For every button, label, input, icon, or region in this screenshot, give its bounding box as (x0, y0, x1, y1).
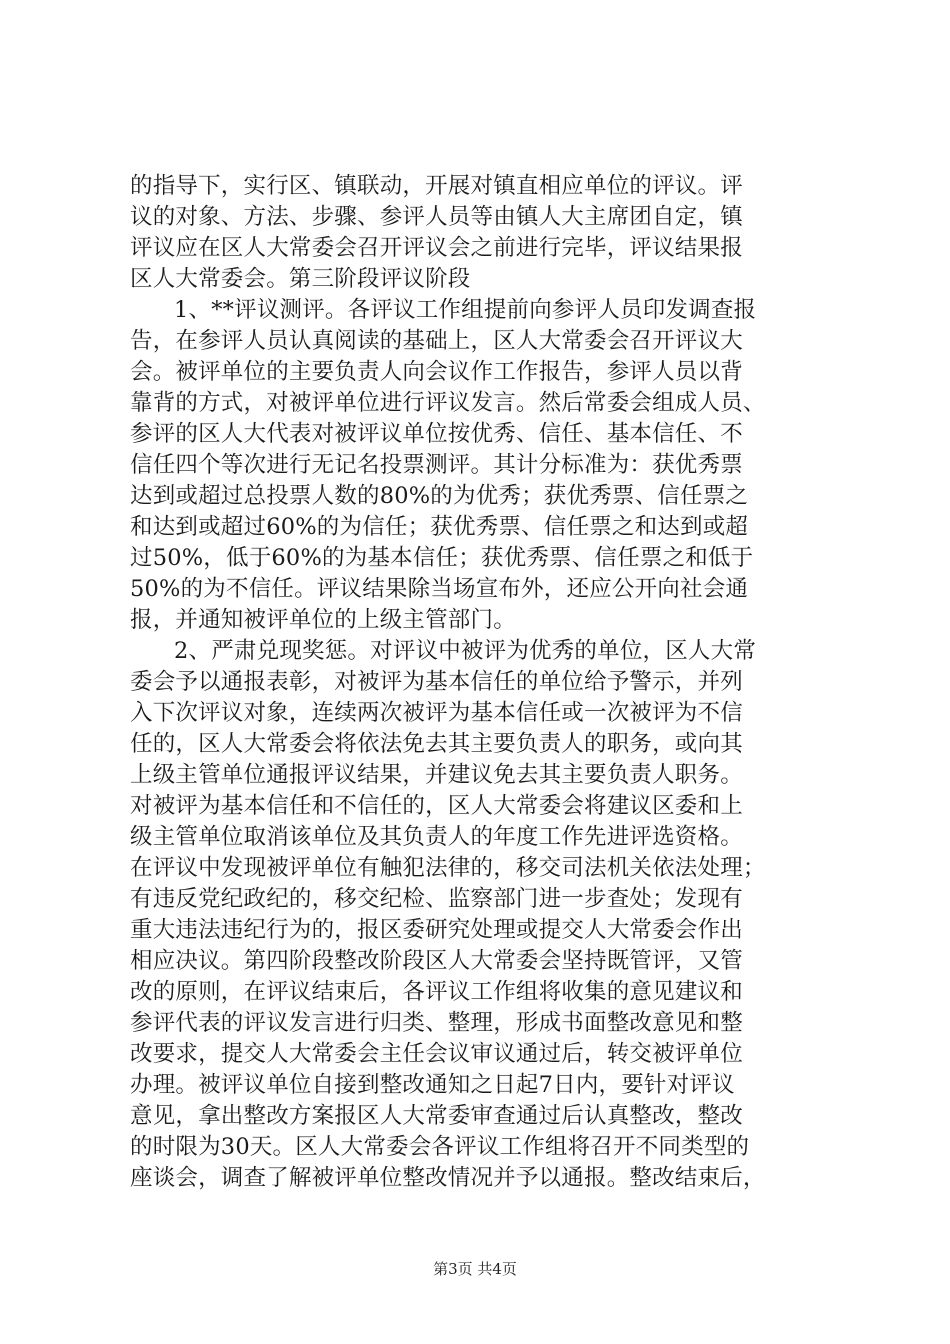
text-line: 任的，区人大常委会将依法免去其主要负责人的职务，或向其 (130, 731, 743, 757)
text-line: 区人大常委会。第三阶段评议阶段 (130, 266, 471, 292)
text-line: 会。被评单位的主要负责人向会议作工作报告，参评人员以背 (130, 359, 743, 385)
text-line: 报，并通知被评单位的上级主管部门。 (130, 607, 516, 633)
text-line: 1、**评议测评。各评议工作组提前向参评人员印发调查报 (174, 297, 757, 323)
text-line: 上级主管单位通报评议结果，并建议免去其主要负责人职务。 (130, 762, 743, 788)
text-line: 参评的区人大代表对被评议单位按优秀、信任、基本信任、不 (130, 421, 743, 447)
text-line: 参评代表的评议发言进行归类、整理，形成书面整改意见和整 (130, 1010, 743, 1036)
text-line: 的时限为30天。区人大常委会各评议工作组将召开不同类型的 (130, 1134, 750, 1160)
text-line: 在评议中发现被评单位有触犯法律的，移交司法机关依法处理； (130, 855, 766, 881)
text-line: 相应决议。第四阶段整改阶段区人大常委会坚持既管评，又管 (130, 948, 743, 974)
text-line: 和达到或超过60%的为信任；获优秀票、信任票之和达到或超 (130, 514, 749, 540)
text-line: 的指导下，实行区、镇联动，开展对镇直相应单位的评议。评 (130, 173, 743, 199)
text-line: 信任四个等次进行无记名投票测评。其计分标准为：获优秀票 (130, 452, 743, 478)
text-line: 入下次评议对象，连续两次被评为基本信任或一次被评为不信 (130, 700, 743, 726)
text-line: 办理。被评议单位自接到整改通知之日起7日内，要针对评议 (130, 1072, 735, 1098)
text-line: 靠背的方式，对被评单位进行评议发言。然后常委会组成人员、 (130, 390, 766, 416)
text-line: 意见，拿出整改方案报区人大常委审查通过后认真整改，整改 (130, 1103, 743, 1129)
text-line: 改要求，提交人大常委会主任会议审议通过后，转交被评单位 (130, 1041, 743, 1067)
document-body (130, 171, 830, 1194)
text-line: 议的对象、方法、步骤、参评人员等由镇人大主席团自定，镇 (130, 204, 743, 230)
text-line: 50%的为不信任。评议结果除当场宣布外，还应公开向社会通 (130, 576, 749, 602)
text-line: 告，在参评人员认真阅读的基础上，区人大常委会召开评议大 (130, 328, 743, 354)
text-line: 座谈会，调查了解被评单位整改情况并予以通报。整改结束后， (130, 1165, 766, 1191)
text-line: 2、严肃兑现奖惩。对评议中被评为优秀的单位，区人大常 (174, 638, 757, 664)
text-line: 级主管单位取消该单位及其负责人的年度工作先进评选资格。 (130, 824, 743, 850)
text-line: 过50%，低于60%的为基本信任；获优秀票、信任票之和低于 (130, 545, 754, 571)
text-line: 评议应在区人大常委会召开评议会之前进行完毕，评议结果报 (130, 235, 743, 261)
text-line: 有违反党纪政纪的，移交纪检、监察部门进一步查处；发现有 (130, 886, 743, 912)
text-line: 重大违法违纪行为的，报区委研究处理或提交人大常委会作出 (130, 917, 743, 943)
text-line: 达到或超过总投票人数的80%的为优秀；获优秀票、信任票之 (130, 483, 749, 509)
text-line: 对被评为基本信任和不信任的，区人大常委会将建议区委和上 (130, 793, 743, 819)
page-footer: 第3页 共4页 (433, 1260, 517, 1278)
text-line: 改的原则，在评议结束后，各评议工作组将收集的意见建议和 (130, 979, 743, 1005)
text-line: 委会予以通报表彰，对被评为基本信任的单位给予警示，并列 (130, 669, 743, 695)
